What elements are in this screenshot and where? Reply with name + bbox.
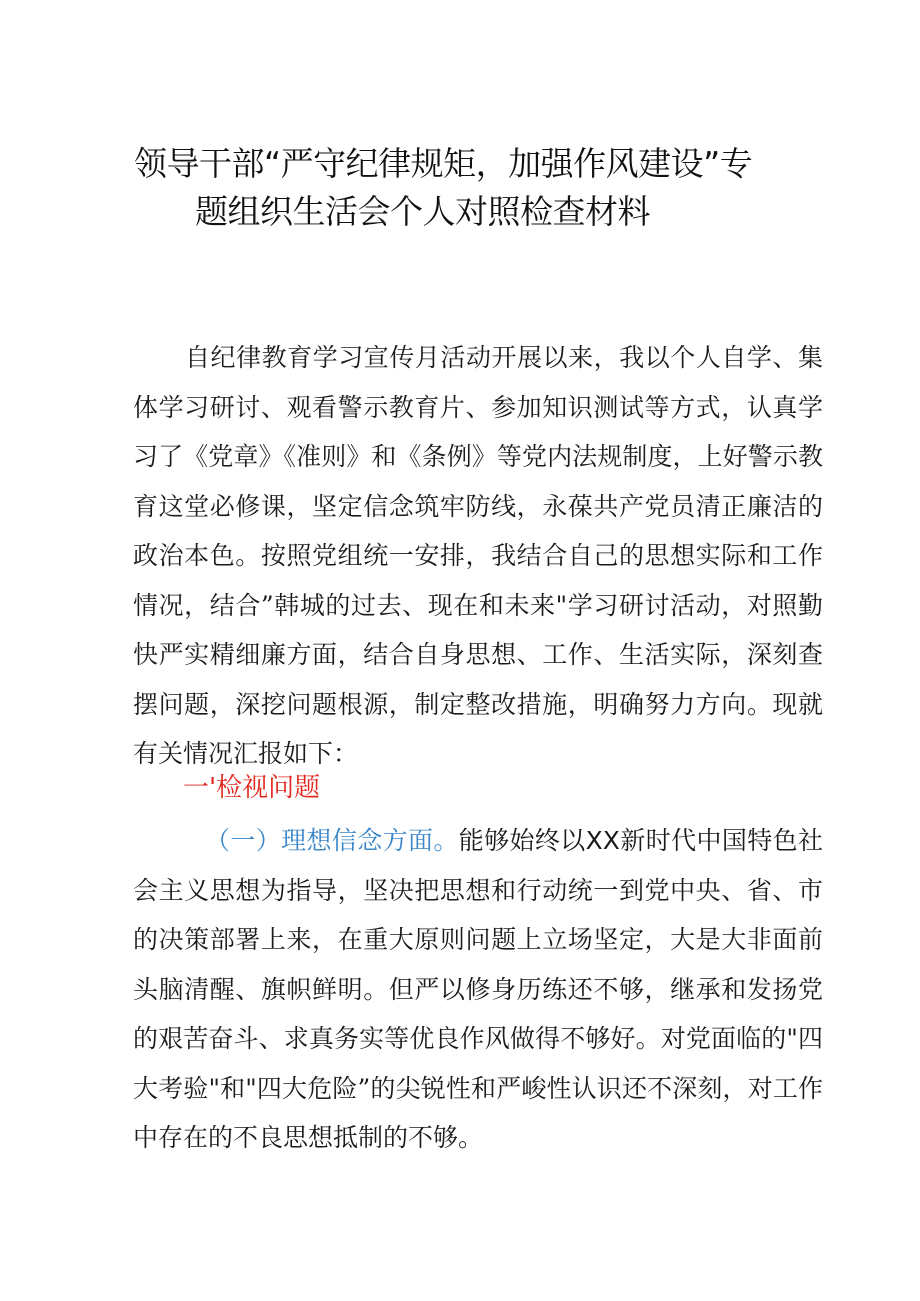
document-title	[120, 140, 820, 236]
title-line-1: 领导干部“严守纪律规矩，加强作风建设”专	[134, 144, 753, 183]
subsection-text-a: 能够始终以	[458, 826, 586, 855]
title-line-2: 题组织生活会个人对照检查材料	[195, 192, 650, 231]
subsection-xx: XX	[585, 826, 620, 855]
section-heading-1: 一'检视问题	[183, 773, 321, 803]
subsection-paragraph-1	[133, 816, 823, 1163]
subsection-text-b: 新时代中国特色社会主义思想为指导，坚决把思想和行动统一到党中央、省、市的决策部署上来，在重大原则问题上立场坚定，大是大非面前头脑清醒、旗帜鲜明。但严以修身历练还不够，继承和发扬党的艰苦奋斗、求真务实等优良作风做得不够好。对党面临的"四大考验"和"四大危险”的尖锐性和严峻性认识还不深刻，对工作中存在的不良思想抵制的不够。	[133, 826, 823, 1152]
intro-paragraph: 自纪律教育学习宣传月活动开展以来，我以个人自学、集体学习研讨、观看警示教育片、参加知识测试等方式，认真学习了《党章》《准则》和《条例》等党内法规制度，上好警示教育这堂必修课，坚定信念筑牢防线，永葆共产党员清正廉洁的政治本色。按照党组统一安排，我结合自己的思想实际和工作情况，结合”韩城的过去、现在和未来"学习研讨活动，对照勤快严实精细廉方面，结合自身思想、工作、生活实际，深刻查摆问题，深挖问题根源，制定整改措施，明确努力方向。现就有关情况汇报如下：	[133, 343, 823, 768]
subsection-heading-1: （一）理想信念方面。	[205, 826, 459, 855]
